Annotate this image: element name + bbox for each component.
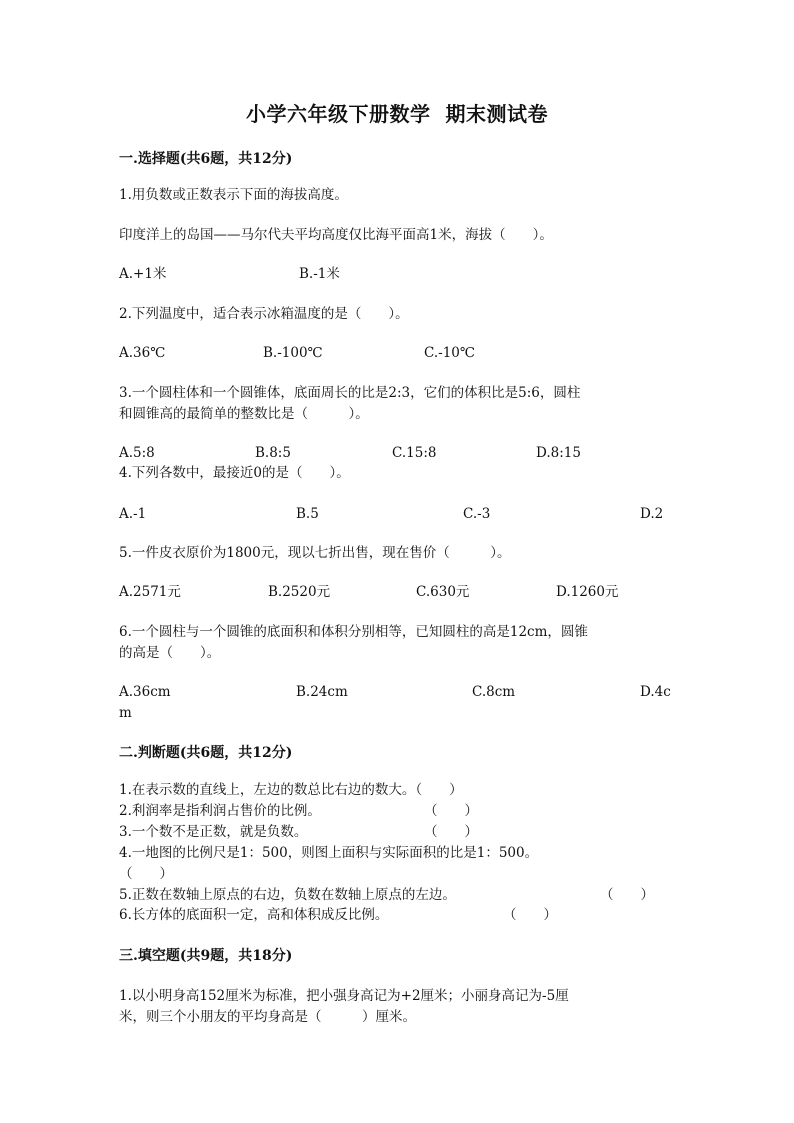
question-text: 和圆锥高的最简单的整数比是（ ）。 <box>119 406 369 422</box>
option-a: A.+1米 <box>119 266 167 282</box>
option-b: B.-100℃ <box>263 345 323 361</box>
option-d: D.8:15 <box>536 445 581 461</box>
judgment-item: 4.一地图的比例尺是1：500，则图上面积与实际面积的比是1：500。 <box>119 845 539 861</box>
option-c: C.630元 <box>416 584 470 600</box>
question-text: 的高是（ ）。 <box>119 645 221 661</box>
option-a: A.36cm <box>119 684 171 700</box>
option-a: A.5:8 <box>119 445 155 461</box>
option-c: C.-3 <box>463 506 491 522</box>
option-d: D.1260元 <box>556 584 619 600</box>
page-title: 小学六年级下册数学 期末测试卷 <box>246 102 548 126</box>
option-d: D.2 <box>640 506 664 522</box>
answer-paren: （ ） <box>424 824 478 840</box>
question-text: 米，则三个小朋友的平均身高是（ ）厘米。 <box>119 1009 416 1025</box>
option-a: A.2571元 <box>119 584 181 600</box>
question-text: 6.一个圆柱与一个圆锥的底面积和体积分别相等，已知圆柱的高是12cm，圆锥 <box>119 624 588 640</box>
question-text: 1.用负数或正数表示下面的海拔高度。 <box>119 187 348 203</box>
judgment-item: 3.一个数不是正数，就是负数。 <box>119 824 308 840</box>
answer-paren: （ ） <box>119 866 173 882</box>
question-text: 5.一件皮衣原价为1800元，现以七折出售，现在售价（ ）。 <box>119 545 511 561</box>
option-b: B.24cm <box>296 684 348 700</box>
option-a: A.36℃ <box>119 345 166 361</box>
question-text: 印度洋上的岛国——马尔代夫平均高度仅比海平面高1米，海拔（ ）。 <box>119 227 553 243</box>
option-wrap-text: m <box>119 705 132 721</box>
option-b: B.8:5 <box>255 445 291 461</box>
question-text: 3.一个圆柱体和一个圆锥体，底面周长的比是2:3，它们的体积比是5:6，圆柱 <box>119 385 581 401</box>
option-c: C.8cm <box>472 684 516 700</box>
option-c: C.15:8 <box>392 445 437 461</box>
question-text: 4.下列各数中，最接近0的是（ ）。 <box>119 465 350 481</box>
section-heading-fill: 三.填空题(共9题，共18分) <box>119 948 293 964</box>
section-heading-choice: 一.选择题(共6题，共12分) <box>119 151 293 167</box>
option-a: A.-1 <box>119 506 147 522</box>
question-text: 1.以小明身高152厘米为标准，把小强身高记为+2厘米；小丽身高记为-5厘 <box>119 988 569 1004</box>
section-heading-judgment: 二.判断题(共6题，共12分) <box>119 745 293 761</box>
answer-paren: （ ） <box>503 907 557 923</box>
answer-paren: （ ） <box>424 803 478 819</box>
answer-paren: （ ） <box>600 887 654 903</box>
judgment-item: 1.在表示数的直线上，左边的数总比右边的数大。（ ） <box>119 782 463 798</box>
judgment-item: 6.长方体的底面积一定，高和体积成反比例。 <box>119 907 389 923</box>
question-text: 2.下列温度中，适合表示冰箱温度的是（ ）。 <box>119 306 409 322</box>
option-b: B.2520元 <box>268 584 331 600</box>
option-d: D.4c <box>640 684 671 700</box>
judgment-item: 2.利润率是指利润占售价的比例。 <box>119 803 321 819</box>
option-c: C.-10℃ <box>424 345 475 361</box>
option-b: B.5 <box>296 506 319 522</box>
option-b: B.-1米 <box>299 266 340 282</box>
judgment-item: 5.正数在数轴上原点的右边，负数在数轴上原点的左边。 <box>119 887 456 903</box>
